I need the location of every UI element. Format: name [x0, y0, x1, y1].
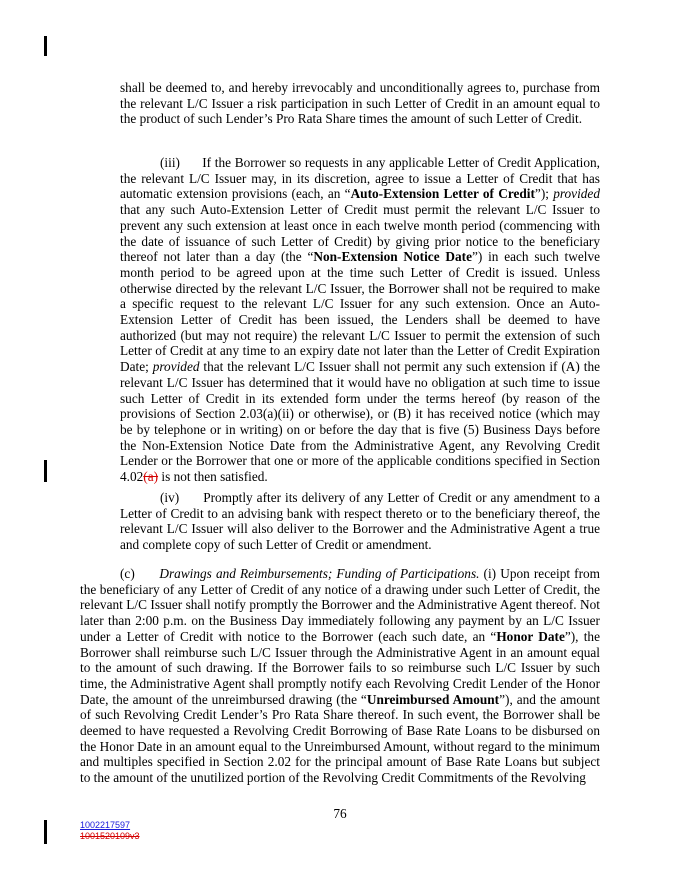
- change-bar-middle: [44, 460, 47, 482]
- document-id-current: 1002217597: [80, 820, 131, 830]
- paragraph-iv: [120, 490, 600, 553]
- defined-term: Unreimbursed Amount: [366, 691, 500, 707]
- change-bar-bottom: [44, 820, 47, 844]
- paragraph-iii-number: (iii): [160, 155, 180, 170]
- paragraph-iii: [120, 155, 600, 485]
- text: is not then satisfied.: [158, 469, 268, 485]
- document-id-previous: 1001520109v3: [80, 831, 140, 841]
- page-number: 76: [333, 806, 347, 821]
- proviso: provided: [553, 186, 600, 202]
- deleted-text: (a): [143, 469, 159, 485]
- text: ”) in each such twelve month period to be agreed upon at the time such Letter of Credit is issued. Unless otherwise directed by the relevant L/C Issuer, the Borrower shall not be required to make a specific request to the relevant L/C Issuer for any such extension. Once an Auto-Extension Letter of Credit has been issued, the Lenders shall be deemed to have authorized (but may not require) the relevant L/C Issuer to permit the extension of such Letter of Credit at any time to an expiry date not later than the Letter of Credit Expiration Date;: [120, 249, 600, 375]
- text: (i) Upon receipt from the beneficiary of any Letter of Credit of any notice of a drawing under such Letter of Credit, the relevant L/C Issuer shall notify promptly the Borrower and the Administrative Agent thereof. Not later than 2:00 p.m. on the Business Day immediately following any payment by an L/C Issuer under a Letter of Credit with notice to the Borrower (each such date, an “: [80, 566, 600, 644]
- defined-term: Non-Extension Notice Date: [313, 249, 472, 265]
- document-id: [80, 820, 140, 842]
- text: If the Borrower so requests in any applicable Letter of Credit Application, the relevant L/C Issuer may, in its discretion, agree to issue a Letter of Credit that has automatic extension provisions (each, an “: [120, 155, 600, 202]
- text: that any such Auto-Extension Letter of Credit must permit the relevant L/C Issuer to prevent any such extension at least once in each twelve month period (commencing with the date of issuance of such Letter of Credit) by giving prior notice to the beneficiary thereof not later than a day (the “: [120, 202, 600, 265]
- paragraph-c: [80, 566, 600, 786]
- change-bar-top: [44, 36, 47, 56]
- text: Promptly after its delivery of any Letter of Credit or any amendment to a Letter of Credit to an advising bank with respect thereto or to the beneficiary thereof, the relevant L/C Issuer will also deliver to the Borrower and the Administrative Agent a true and complete copy of such Letter of Credit or amendment.: [120, 490, 600, 553]
- text: ”), and the amount of such Revolving Credit Lender’s Pro Rata Share thereof. In such event, the Borrower shall be deemed to have requested a Revolving Credit Borrowing of Base Rate Loans to be disbursed on the Honor Date in an amount equal to the Unreimbursed Amount, without regard to the minimum and multiples specified in Section 2.02 for the principal amount of Base Rate Loans but subject to the amount of the unutilized portion of the Revolving Credit Commitments of the Revolving: [80, 691, 600, 786]
- paragraph-continuation: shall be deemed to, and hereby irrevocably and unconditionally agrees to, purchase from the relevant L/C Issuer a risk participation in such Letter of Credit in an amount equal to the product of such Lender’s Pro Rata Share times the amount of such Letter of Credit.: [120, 80, 600, 127]
- section-heading: Drawings and Reimbursements; Funding of Participations.: [159, 566, 480, 581]
- text: ”);: [534, 186, 554, 202]
- paragraph-c-number: (c): [120, 566, 135, 581]
- proviso: provided: [152, 359, 200, 375]
- defined-term: Honor Date: [496, 628, 565, 644]
- text: ”), the Borrower shall reimburse such L/C Issuer through the Administrative Agent in an amount equal to the amount of such drawing. If the Borrower fails to so reimburse such L/C Issuer by such time, the Administrative Agent shall promptly notify each Revolving Credit Lender of the Honor Date, the amount of the unreimbursed drawing (the “: [80, 628, 600, 707]
- text: that the relevant L/C Issuer shall not permit any such extension if (A) the relevant L/C Issuer has determined that it would have no obligation at such time to issue such Letter of Credit in its extended form under the terms hereof (by reason of the provisions of Section 2.03(a)(ii) or otherwise), or (B) it has received notice (which may be by telephone or in writing) on or before the day that is five (5) Business Days before the Non-Extension Notice Date from the Administrative Agent, any Revolving Credit Lender or the Borrower that one or more of the applicable conditions specified in Section 4.02: [120, 359, 600, 485]
- paragraph-iv-number: (iv): [160, 490, 180, 505]
- defined-term: Auto-Extension Letter of Credit: [350, 186, 535, 202]
